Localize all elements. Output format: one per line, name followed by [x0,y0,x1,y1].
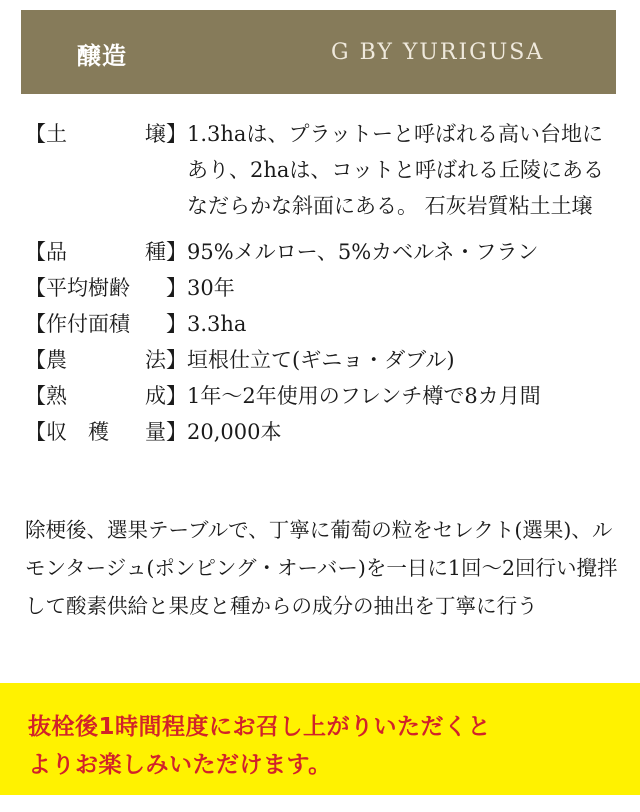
spec-row-variety [25,234,620,270]
spec-row-yield [25,414,620,450]
spec-label: 【平均樹齢 】 [25,276,187,300]
spec-label: 【土 壌】 [25,122,187,146]
spec-row-aging [25,378,620,414]
spec-label: 【作付面積 】 [25,312,187,336]
section-header [21,10,616,94]
spec-value: 垣根仕立て(ギニョ・ダブル) [187,348,455,372]
spec-value: 3.3ha [187,312,247,336]
spec-label: 【農 法】 [25,348,187,372]
spec-value: 30年 [187,276,235,300]
serving-note-line-1: 抜栓後1時間程度にお召し上がりいただくと [28,714,492,740]
spec-label: 【収 穫 量】 [25,420,187,444]
spec-list [25,116,620,450]
spec-row-farming [25,342,620,378]
spec-value: 95%メルロー、5%カベルネ・フラン [187,240,539,264]
spec-label: 【熟 成】 [25,384,187,408]
spec-value: 1.3haは、プラットーと呼ばれる高い台地にあり、2haは、コットと呼ばれる丘陵にあるなだらかな斜面にある。 石灰岩質粘土土壌 [187,122,604,218]
spec-row-soil [25,116,620,224]
production-description: 除梗後、選果テーブルで、丁寧に葡萄の粒をセレクト(選果)、ルモンタージュ(ポンピング・オーバー)を一日に1回〜2回行い攪拌して酸素供給と果皮と種からの成分の抽出を丁寧に行う [25,518,618,618]
serving-note [28,708,491,784]
section-title: 醸造 [77,41,127,70]
spec-label: 【品 種】 [25,240,187,264]
brand-name: G BY YURIGUSA [331,40,545,65]
serving-note-line-2: よりお楽しみいただけます。 [28,752,332,778]
spec-value: 20,000本 [187,420,282,444]
spec-value: 1年〜2年使用のフレンチ樽で8カ月間 [187,384,541,408]
spec-row-area [25,306,620,342]
spec-row-vine-age [25,270,620,306]
